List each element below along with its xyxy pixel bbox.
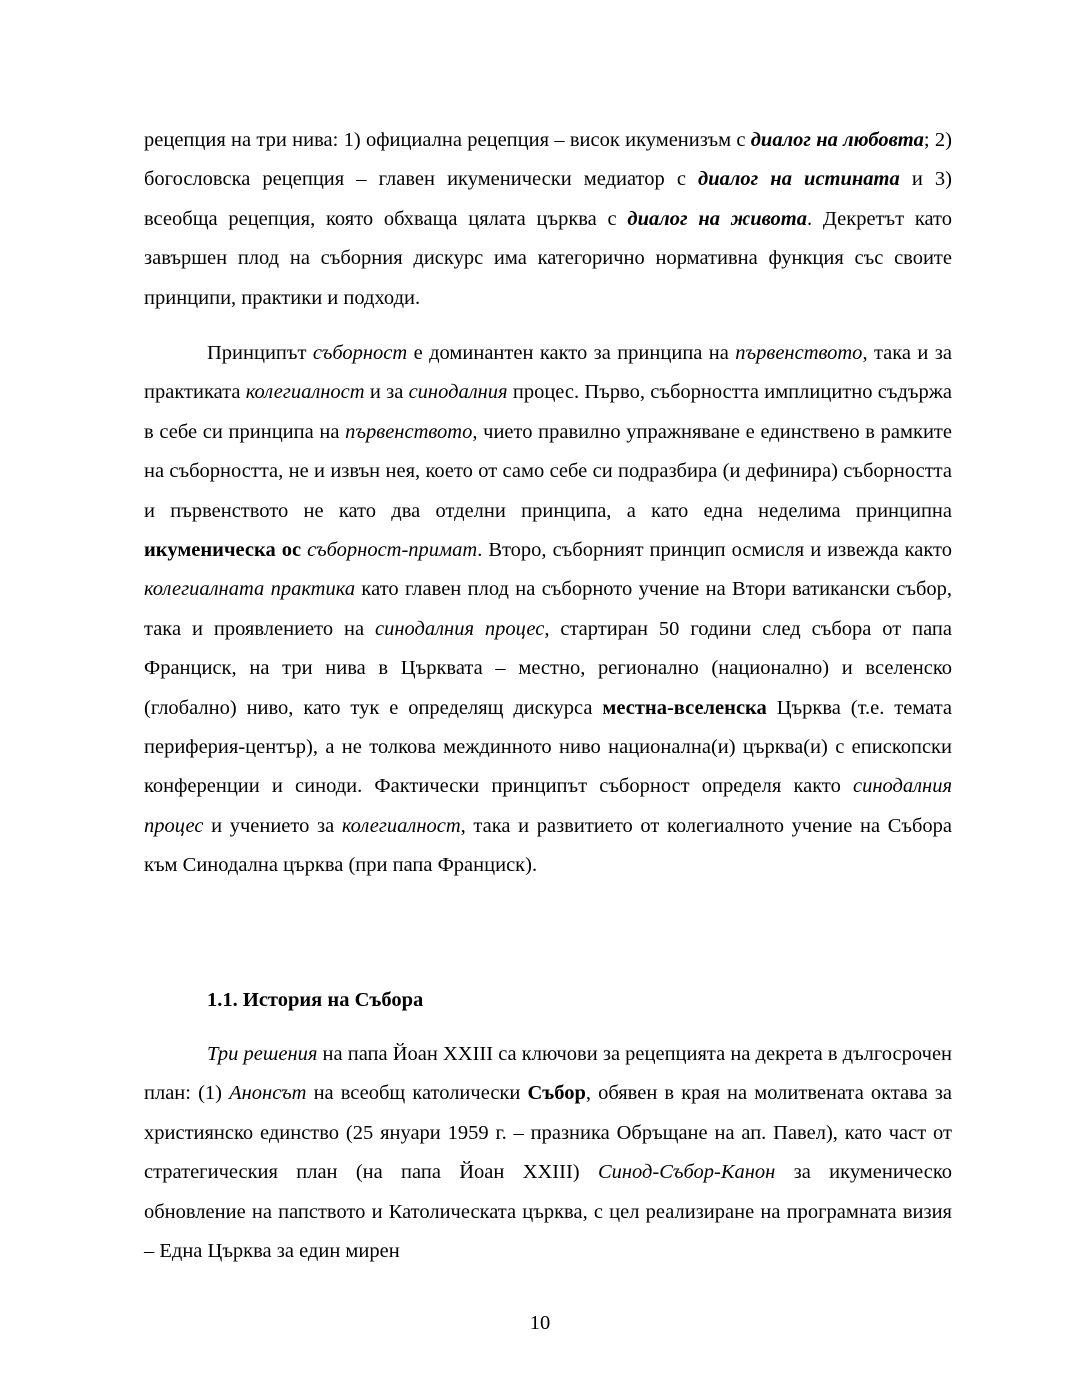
- text-run: съборност-примат: [307, 539, 478, 562]
- text-run: колегиалната практика: [144, 578, 356, 601]
- text-run: местна-вселенска: [602, 696, 767, 719]
- text-run: и за: [364, 381, 409, 404]
- text-run: диалог на истината: [698, 168, 900, 191]
- text-run: първенството: [345, 420, 473, 443]
- text-run: диалог на любовта: [750, 129, 924, 151]
- text-run: Анонсът: [229, 1082, 307, 1105]
- text-run: диалог на живота: [627, 207, 808, 230]
- text-run: , така и развитието от колегиалното учение на Събора към Синодална църква (при папа Франциск).: [144, 814, 952, 877]
- paragraph-1: [144, 121, 952, 318]
- text-run: Три решения: [207, 1043, 318, 1065]
- text-run: . Второ, съборният принцип осмисля и извежда както: [477, 539, 952, 562]
- text-run: ; 2) богословска рецепция – главен икуменически медиатор с: [144, 129, 952, 191]
- text-run: и 3) всеобща рецепция, която обхваща цялата църква с: [144, 168, 952, 230]
- text-run: на всеобщ католически: [306, 1082, 528, 1105]
- text-run: синодалния: [408, 381, 508, 404]
- text-run: и учението за: [203, 814, 342, 837]
- text-run: , обявен в края на молитвената октава за християнско единство (25 януари 1959 г. – празника Обръщане на ап. Павел), като част от стратегическия план (на папа Йоан XXIII): [144, 1082, 952, 1184]
- text-run: колегиалност: [341, 814, 461, 837]
- text-run: , чието правилно упражняване е единствено в рамките на съборността, не и извън нея, което от само себе си подразбира (и дефинира) съборността и първенството не като два отделни принципа, а като една неделима принципна: [144, 420, 952, 522]
- text-run: е доминантен както за принципа на: [407, 342, 736, 364]
- text-run: , така и за практиката: [144, 342, 953, 404]
- text-run: синодалния процес,: [374, 617, 550, 640]
- text-run: Принципът: [207, 342, 313, 364]
- text-run: за икуменическо обновление на папството и Католическата църква, с цел реализиране на програмната визия – Една Църква за един мирен: [144, 1161, 952, 1263]
- text-run: стартиран 50 години след събора от папа Франциск, на три нива в Църквата – местно, регионално (национално) и вселенско (глобално) ниво, като тук е определящ дискурса: [144, 617, 952, 719]
- page-number: 10: [529, 1312, 551, 1334]
- text-run: . Декретът като завършен плод на съборния дискурс има категорично нормативна функция със своите принципи, практики и подходи.: [144, 207, 952, 309]
- text-run: първенството: [735, 342, 863, 364]
- text-run: колегиалност: [245, 381, 365, 404]
- section-heading: 1.1. История на Събора: [207, 989, 424, 1011]
- text-run: синодалния процес: [144, 775, 952, 837]
- paragraph-3: [144, 1035, 952, 1271]
- text-run: Синод-Събор-Канон: [597, 1161, 776, 1184]
- text-run: Събор: [527, 1082, 586, 1105]
- text-run: процес. Първо, съборността имплицитно съдържа в себе си принципа на: [144, 381, 952, 443]
- text-run: Църква (т.е. темата периферия-център), а не толкова междинното ниво национална(и) църква(и) с епископски конференции и синоди. Фактически принципът съборност определя както: [144, 696, 953, 798]
- text-run: рецепция на три нива: 1) официална рецепция – висок икуменизъм с: [144, 129, 751, 151]
- paragraph-2: [144, 334, 952, 886]
- text-run: на папа Йоан XXIII са ключови за рецепцията на декрета в дългосрочен план: (1): [144, 1043, 953, 1105]
- text-run: съборност: [312, 342, 408, 364]
- text-run: като главен плод на съборното учение на Втори ватикански събор, така и проявлението на: [144, 578, 952, 640]
- text-run: икуменическа ос: [144, 539, 302, 562]
